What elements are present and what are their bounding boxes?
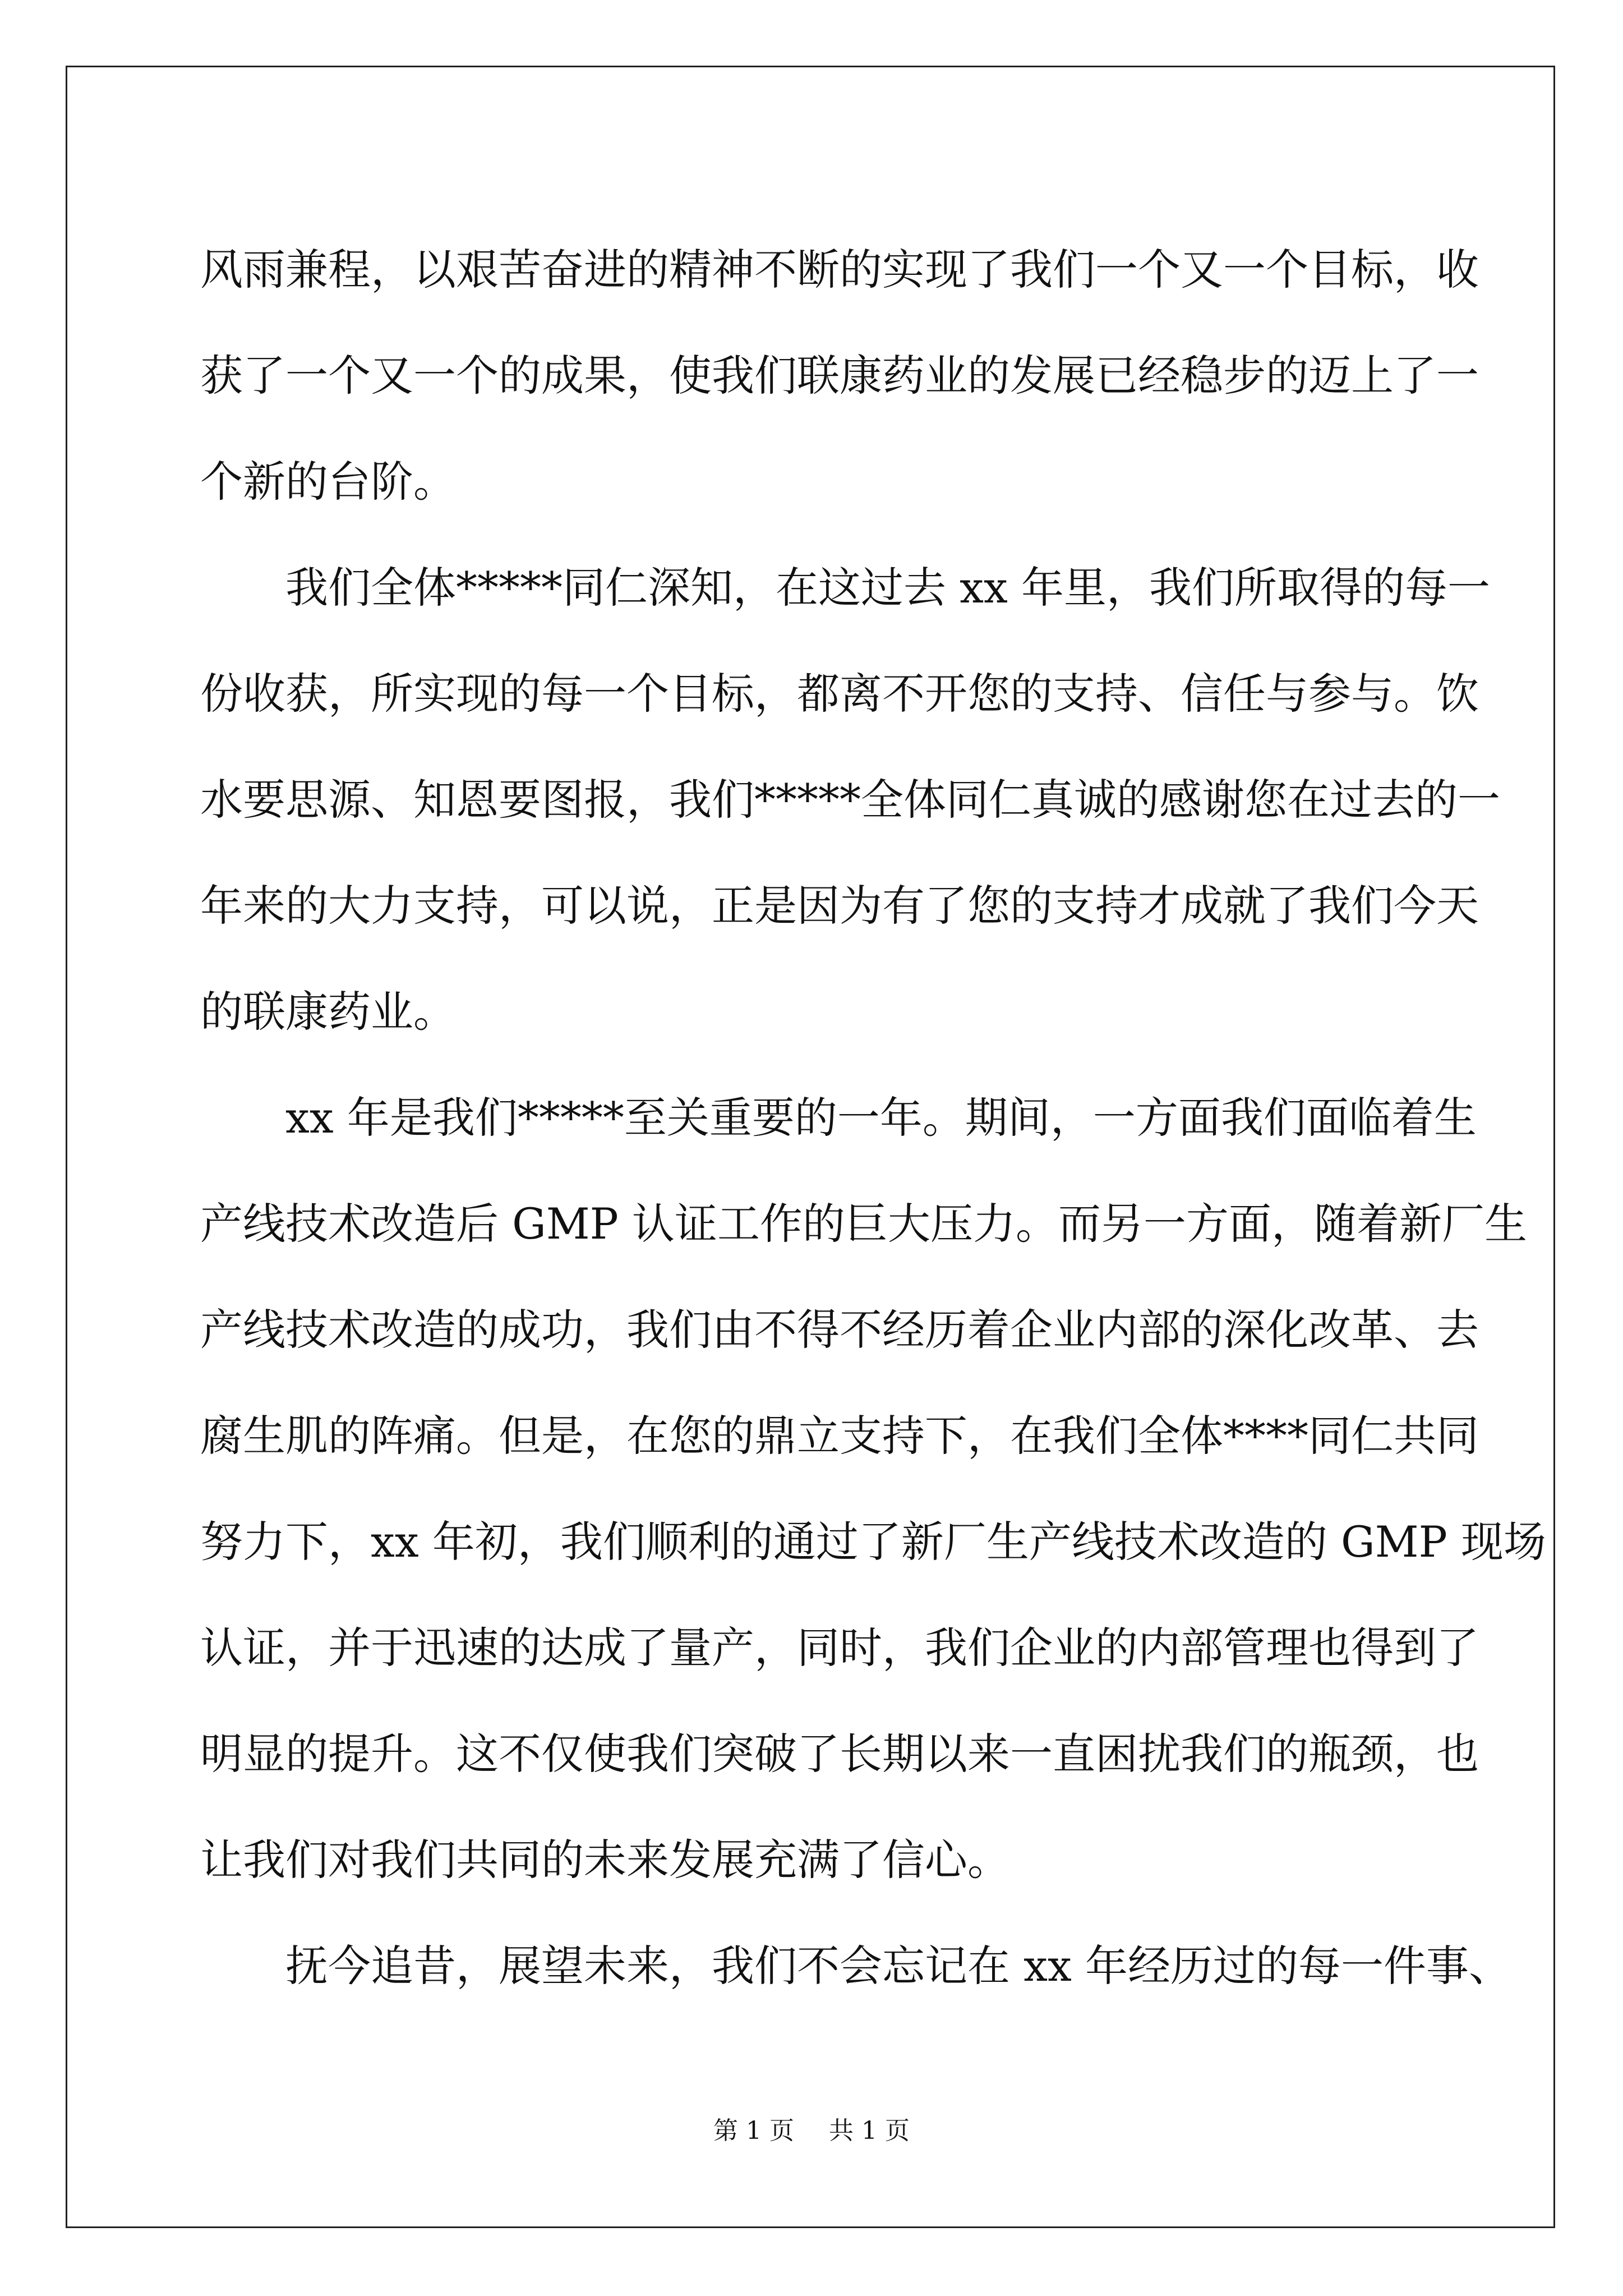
paragraph-2: [200, 535, 1500, 1065]
text-line: 个新的台阶。: [200, 457, 456, 507]
page-number: 第 1 页: [713, 2116, 794, 2145]
text-line: xx 年是我们*****至关重要的一年。期间，一方面我们面临着生: [285, 1093, 1477, 1143]
text-line: 产线技术改造的成功，我们由不得不经历着企业内部的深化改革、去: [200, 1305, 1479, 1355]
text-line: 努力下，xx 年初，我们顺利的通过了新厂生产线技术改造的 GMP 现场: [200, 1517, 1546, 1567]
text-line: 水要思源、知恩要图报，我们*****全体同仁真诚的感谢您在过去的一: [200, 775, 1500, 825]
text-line: 抚今追昔，展望未来，我们不会忘记在 xx 年经历过的每一件事、: [285, 1941, 1512, 1991]
text-line: 我们全体*****同仁深知，在这过去 xx 年里，我们所取得的每一: [285, 563, 1491, 613]
paragraph-3: [200, 1065, 1546, 1913]
paragraph-4: [200, 1913, 1512, 2019]
page-total: 共 1 页: [829, 2116, 910, 2145]
paragraph-1: [200, 217, 1479, 535]
text-line: 让我们对我们共同的未来发展充满了信心。: [200, 1835, 1010, 1885]
text-line: 年来的大力支持，可以说，正是因为有了您的支持才成就了我们今天: [200, 881, 1479, 931]
page-footer: [0, 2110, 1623, 2146]
text-line: 份收获，所实现的每一个目标，都离不开您的支持、信任与参与。饮: [200, 669, 1479, 719]
text-line: 获了一个又一个的成果，使我们联康药业的发展已经稳步的迈上了一: [200, 351, 1479, 401]
text-line: 风雨兼程，以艰苦奋进的精神不断的实现了我们一个又一个目标，收: [200, 245, 1479, 295]
text-line: 认证，并于迅速的达成了量产，同时，我们企业的内部管理也得到了: [200, 1623, 1479, 1673]
text-line: 腐生肌的阵痛。但是，在您的鼎立支持下，在我们全体****同仁共同: [200, 1411, 1479, 1461]
text-line: 产线技术改造后 GMP 认证工作的巨大压力。而另一方面，随着新厂生: [200, 1199, 1527, 1249]
text-line: 的联康药业。: [200, 987, 456, 1037]
document-body: [200, 217, 1546, 2019]
text-line: 明显的提升。这不仅使我们突破了长期以来一直困扰我们的瓶颈，也: [200, 1729, 1479, 1779]
